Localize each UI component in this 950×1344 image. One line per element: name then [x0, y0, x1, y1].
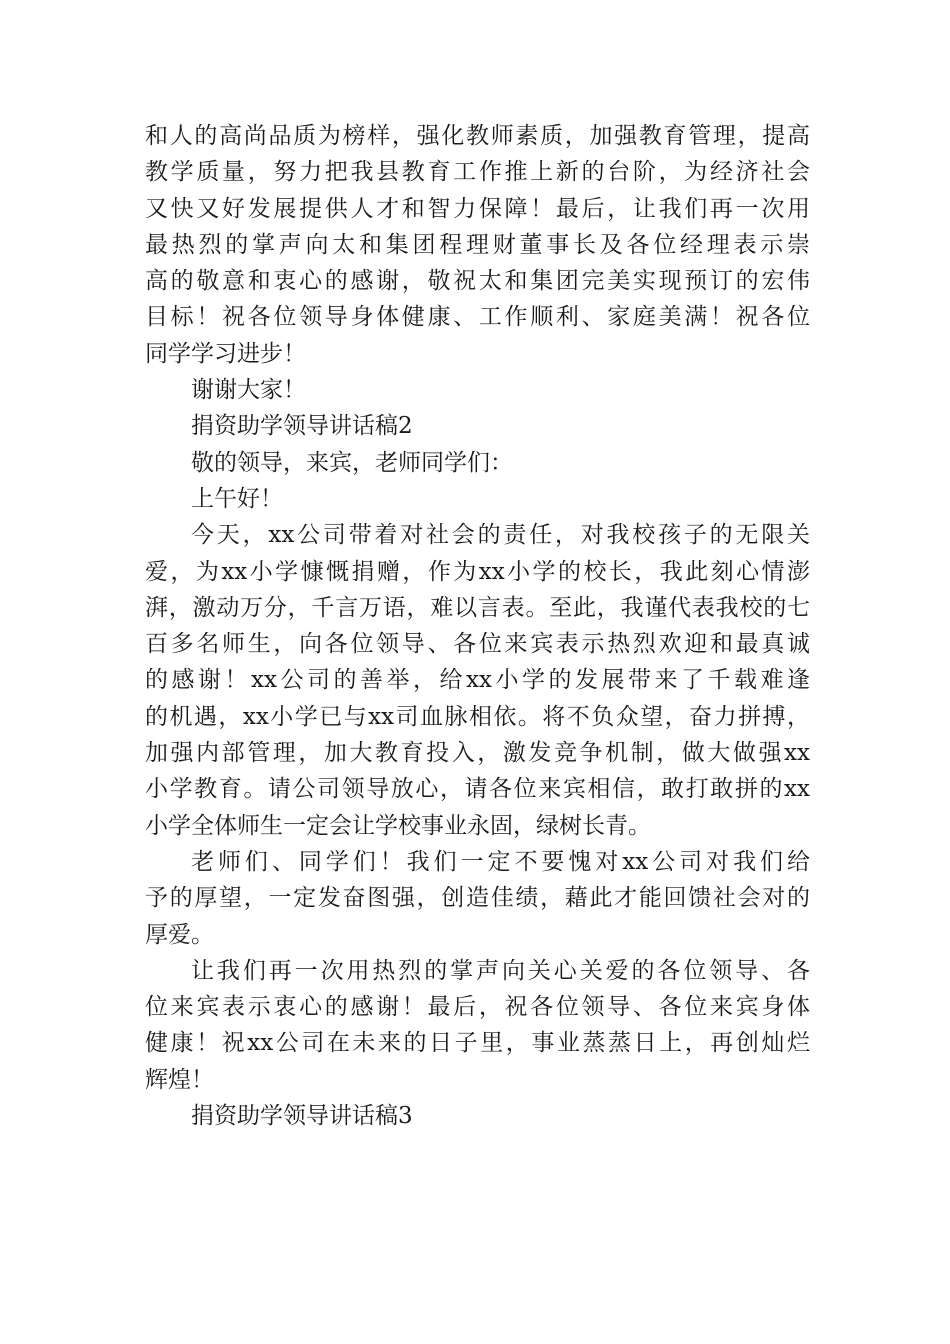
paragraph: [145, 445, 810, 481]
paragraph: [145, 408, 810, 444]
paragraph: [145, 844, 810, 953]
text-line: 上午好！: [191, 485, 283, 512]
text-line: 辉煌！: [145, 1066, 214, 1093]
text-line: 小学全体师生一定会让学校事业永固，绿树长青。: [145, 812, 651, 839]
text-line: 小学教育。请公司领导放心，请各位来宾相信，敢打敢拼的xx: [145, 776, 810, 803]
text-line: 目标！祝各位领导身体健康、工作顺利、家庭美满！祝各位: [145, 304, 810, 331]
text-line: 厚爱。: [145, 921, 214, 948]
text-line: 老师们、同学们！我们一定不要愧对xx公司对我们给: [191, 848, 810, 875]
text-line: 捐资助学领导讲话稿3: [191, 1103, 413, 1130]
paragraph: [145, 1098, 810, 1134]
paragraph: [145, 372, 810, 408]
text-line: 百多名师生，向各位领导、各位来宾表示热烈欢迎和最真诚: [145, 631, 810, 658]
text-line: 敬的领导，来宾，老师同学们：: [191, 449, 513, 476]
text-line: 健康！祝xx公司在未来的日子里，事业蒸蒸日上，再创灿烂: [145, 1030, 810, 1057]
text-line: 让我们再一次用热烈的掌声向关心关爱的各位领导、各: [191, 957, 810, 984]
paragraph: [145, 953, 810, 1098]
paragraph: [145, 118, 810, 372]
text-line: 教学质量，努力把我县教育工作推上新的台阶，为经济社会: [145, 159, 810, 186]
text-line: 爱，为xx小学慷慨捐赠，作为xx小学的校长，我此刻心情澎: [145, 558, 810, 585]
text-line: 又快又好发展提供人才和智力保障！最后，让我们再一次用: [145, 195, 810, 222]
text-line: 的机遇，xx小学已与xx司血脉相依。将不负众望，奋力拼搏，: [145, 703, 810, 730]
text-line: 湃，激动万分，千言万语，难以言表。至此，我谨代表我校的七: [145, 594, 810, 621]
text-line: 和人的高尚品质为榜样，强化教师素质，加强教育管理，提高: [145, 123, 810, 149]
text-line: 予的厚望，一定发奋图强，创造佳绩，藉此才能回馈社会对的: [145, 885, 810, 912]
text-line: 最热烈的掌声向太和集团程理财董事长及各位经理表示崇: [145, 231, 810, 258]
paragraph: [145, 517, 810, 844]
text-line: 加强内部管理，加大教育投入，激发竞争机制，做大做强xx: [145, 740, 810, 767]
text-line: 的感谢！xx公司的善举，给xx小学的发展带来了千载难逢: [145, 667, 810, 694]
text-line: 捐资助学领导讲话稿2: [191, 413, 413, 440]
text-line: 同学学习进步！: [145, 340, 306, 367]
document-body: [145, 118, 810, 1134]
text-line: 今天，xx公司带着对社会的责任，对我校孩子的无限关: [191, 522, 810, 549]
text-line: 高的敬意和衷心的感谢，敬祝太和集团完美实现预订的宏伟: [145, 268, 810, 295]
text-line: 谢谢大家！: [191, 377, 306, 404]
text-line: 位来宾表示衷心的感谢！最后，祝各位领导、各位来宾身体: [145, 994, 810, 1021]
paragraph: [145, 481, 810, 517]
